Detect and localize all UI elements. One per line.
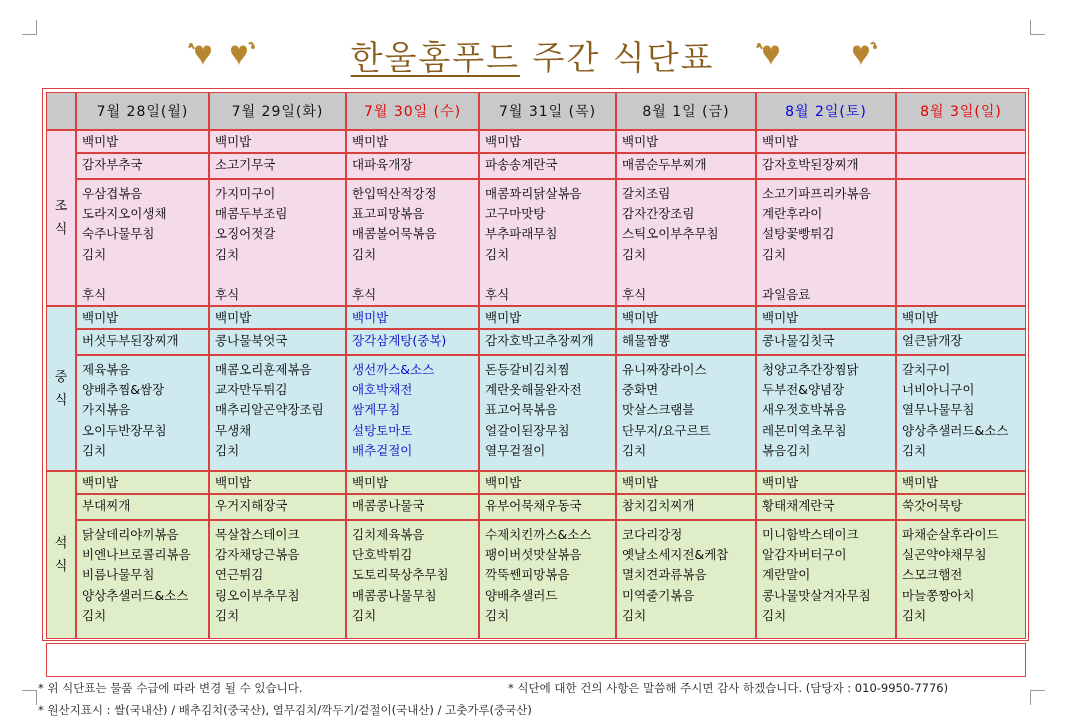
side-dish-item: 미역줄기볶음 — [622, 587, 695, 603]
soup-cell: 파송송계란국 — [479, 153, 616, 179]
side-dish-item: 김치 — [622, 607, 647, 623]
side-dishes-cell — [479, 355, 616, 471]
page-title — [0, 32, 1065, 79]
side-dish-item: 김치 — [215, 246, 240, 262]
heart-icon — [845, 40, 883, 72]
side-dish-item: 김치 — [82, 442, 107, 458]
meal-label — [46, 306, 76, 471]
side-dish-item: 과일음료 — [762, 286, 811, 302]
side-dishes-cell — [896, 179, 1026, 306]
day-header: 8월 2일(토) — [756, 92, 896, 130]
soup-cell: 콩나물김칫국 — [756, 329, 896, 355]
soup-cell: 우거지해장국 — [209, 494, 346, 520]
side-dish-item: 갈치구이 — [902, 362, 951, 377]
soup-cell: 감자호박된장찌개 — [756, 153, 896, 179]
soup-cell: 버섯두부된장찌개 — [76, 329, 209, 355]
rice-cell: 백미밥 — [479, 130, 616, 153]
side-dish-item: 단호박튀김 — [352, 547, 413, 563]
side-dish-item: 오이두반장무침 — [82, 422, 167, 438]
side-dish-item: 배추겉절이 — [352, 442, 413, 458]
rice-cell: 백미밥 — [756, 306, 896, 329]
soup-cell: 부대찌개 — [76, 494, 209, 520]
meal-label-char: 식 — [54, 222, 68, 237]
side-dish-item: 코다리강정 — [622, 527, 683, 542]
soup-cell: 참치김치찌개 — [616, 494, 756, 520]
note-supply: * 위 식단표는 물품 수급에 따라 변경 될 수 있습니다. — [38, 681, 303, 695]
side-dishes-cell — [76, 355, 209, 471]
soup-cell: 황태채계란국 — [756, 494, 896, 520]
side-dishes-cell — [616, 520, 756, 639]
title-rest: 주간 식단표 — [532, 38, 715, 77]
side-dish-item: 김치 — [485, 246, 510, 262]
side-dishes-cell — [209, 355, 346, 471]
side-dish-item: 돈등갈비김치찜 — [485, 362, 570, 377]
side-dish-item: 애호박채전 — [352, 382, 413, 398]
rice-cell: 백미밥 — [76, 306, 209, 329]
corner-mark-bottom-right — [1030, 690, 1045, 705]
side-dish-item: 김치제육볶음 — [352, 527, 425, 542]
side-dish-item: 두부전&양념장 — [762, 382, 845, 398]
side-dish-item: 한입떡산적강정 — [352, 186, 437, 201]
rice-cell: 백미밥 — [209, 471, 346, 494]
side-dishes-cell — [209, 520, 346, 639]
day-header: 7월 28일(월) — [76, 92, 209, 130]
side-dish-item: 미니함박스테이크 — [762, 527, 859, 542]
side-dish-item: 링오이부추무침 — [215, 587, 300, 603]
title-company: 한울홈푸드 — [350, 38, 520, 77]
day-header: 7월 31일 (목) — [479, 92, 616, 130]
rice-cell: 백미밥 — [479, 471, 616, 494]
side-dish-item: 가지볶음 — [82, 402, 131, 418]
meal-label-char: 중 — [54, 369, 68, 385]
soup-cell — [896, 153, 1026, 179]
side-dish-item: 김치 — [622, 246, 647, 262]
day-header: 8월 3일(일) — [896, 92, 1026, 130]
side-dish-item: 매콤꽈리닭살볶음 — [485, 186, 582, 201]
meal-label-char: 식 — [54, 392, 68, 408]
side-dish-item: 김치 — [902, 607, 927, 623]
side-dish-item: 매콤콩나물무침 — [352, 587, 437, 603]
side-dish-item: 갈치조림 — [622, 186, 671, 201]
side-dishes-cell — [479, 520, 616, 639]
rice-cell: 백미밥 — [616, 306, 756, 329]
side-dishes-cell — [346, 355, 479, 471]
side-dish-item: 중화면 — [622, 382, 659, 398]
side-dish-item: 후식 — [215, 286, 240, 302]
rice-cell: 백미밥 — [756, 471, 896, 494]
meal-label-text — [55, 366, 68, 412]
side-dish-item: 수제치킨까스&소스 — [485, 527, 592, 542]
side-dishes-cell — [346, 520, 479, 639]
side-dish-item: 김치 — [82, 246, 107, 262]
side-dish-item: 실곤약야채무침 — [902, 547, 987, 563]
side-dish-item: 비엔나브로콜리볶음 — [82, 547, 191, 563]
rice-cell: 백미밥 — [209, 130, 346, 153]
rice-cell: 백미밥 — [209, 306, 346, 329]
side-dish-item: 계란후라이 — [762, 206, 823, 222]
soup-cell: 소고기무국 — [209, 153, 346, 179]
side-dishes-cell — [896, 520, 1026, 639]
side-dish-item: 김치 — [762, 607, 787, 623]
side-dish-item — [622, 265, 755, 285]
soup-cell: 얼큰닭개장 — [896, 329, 1026, 355]
side-dish-item: 고구마맛탕 — [485, 206, 546, 222]
corner-mark-bottom-left — [22, 690, 37, 705]
side-dish-item: 파채순살후라이드 — [902, 527, 999, 542]
side-dish-item: 가지미구이 — [215, 186, 276, 201]
rice-cell: 백미밥 — [756, 130, 896, 153]
side-dishes-cell — [479, 179, 616, 306]
side-dish-item: 후식 — [622, 286, 647, 302]
side-dish-item: 오징어젓갈 — [215, 226, 276, 242]
side-dish-item: 유니짜장라이스 — [622, 362, 707, 377]
rice-cell: 백미밥 — [616, 130, 756, 153]
side-dishes-cell — [76, 520, 209, 639]
side-dishes-cell — [896, 355, 1026, 471]
side-dish-item: 숙주나물무침 — [82, 226, 155, 242]
side-dish-item: 청양고추간장찜닭 — [762, 362, 859, 377]
side-dishes-cell — [756, 355, 896, 471]
side-dishes-cell — [616, 179, 756, 306]
side-dish-item: 김치 — [82, 607, 107, 623]
side-dish-item: 계란옷해물완자전 — [485, 382, 582, 398]
rice-cell: 백미밥 — [346, 130, 479, 153]
side-dish-item: 후식 — [485, 286, 510, 302]
side-dish-item — [352, 265, 478, 285]
side-dish-item: 쌈게무침 — [352, 402, 401, 418]
side-dish-item — [82, 265, 208, 285]
side-dish-item: 설탕토마토 — [352, 422, 413, 438]
side-dishes-cell — [756, 520, 896, 639]
meal-label-char: 석 — [54, 536, 68, 551]
side-dish-item: 비름나물무침 — [82, 567, 155, 583]
side-dish-item: 교자만두튀김 — [215, 382, 288, 398]
side-dish-item: 너비아니구이 — [902, 382, 975, 398]
side-dish-item — [215, 265, 345, 285]
side-dishes-cell — [616, 355, 756, 471]
header-corner — [46, 92, 76, 130]
side-dish-item: 얼갈이된장무침 — [485, 422, 570, 438]
rice-cell: 백미밥 — [896, 471, 1026, 494]
side-dish-item: 매콤오리훈제볶음 — [215, 362, 312, 377]
side-dishes-cell — [756, 179, 896, 306]
side-dish-item: 단무지/요구르트 — [622, 422, 711, 438]
side-dish-item: 스틱오이부추무침 — [622, 226, 719, 242]
side-dish-item: 감자채당근볶음 — [215, 547, 300, 563]
side-dish-item: 후식 — [82, 286, 107, 302]
meal-label-char: 식 — [54, 559, 68, 574]
rice-cell: 백미밥 — [76, 130, 209, 153]
side-dish-item: 김치 — [352, 246, 377, 262]
soup-cell: 감자호박고추장찌개 — [479, 329, 616, 355]
side-dish-item: 열무나물무침 — [902, 402, 975, 418]
side-dish-item: 맛살스크램블 — [622, 402, 695, 418]
side-dish-item: 볶음김치 — [762, 442, 811, 458]
heart-icon — [755, 40, 793, 72]
side-dish-item: 스모크햄전 — [902, 567, 963, 583]
note-feedback: * 식단에 대한 건의 사항은 말씀해 주시면 감사 하겠습니다. (담당자 : 010-9950-7776) — [508, 681, 949, 695]
side-dish-item: 김치 — [762, 246, 787, 262]
meal-label — [46, 471, 76, 639]
side-dish-item — [762, 265, 895, 285]
soup-cell: 감자부추국 — [76, 153, 209, 179]
meal-label-text — [55, 195, 68, 241]
side-dish-item: 옛날소세지전&케찹 — [622, 547, 729, 563]
side-dish-item: 양배추샐러드 — [485, 587, 558, 603]
rice-cell: 백미밥 — [616, 471, 756, 494]
side-dish-item: 우삼겹볶음 — [82, 186, 143, 201]
side-dish-item: 매콤두부조림 — [215, 206, 288, 222]
side-dish-item: 열무겉절이 — [485, 442, 546, 458]
side-dish-item: 김치 — [352, 607, 377, 623]
side-dishes-cell — [209, 179, 346, 306]
side-dish-item: 매추리알곤약장조림 — [215, 402, 324, 418]
soup-cell: 대파육개장 — [346, 153, 479, 179]
side-dish-item: 설탕꽃빵튀김 — [762, 226, 835, 242]
side-dish-item: 제육볶음 — [82, 362, 131, 377]
memo-box — [46, 643, 1026, 677]
side-dish-item: 도토리묵상추무침 — [352, 567, 449, 583]
meal-label-char: 조 — [54, 199, 68, 214]
side-dish-item: 김치 — [215, 607, 240, 623]
side-dish-item: 마늘쫑짱아치 — [902, 587, 975, 603]
side-dish-item: 표고피망볶음 — [352, 206, 425, 222]
side-dish-item: 김치 — [902, 442, 927, 458]
rice-cell: 백미밥 — [346, 471, 479, 494]
day-header: 7월 30일 (수) — [346, 92, 479, 130]
side-dish-item: 김치 — [485, 607, 510, 623]
day-header: 7월 29일(화) — [209, 92, 346, 130]
side-dish-item: 생선까스&소스 — [352, 362, 435, 377]
side-dish-item: 김치 — [215, 442, 240, 458]
side-dish-item: 새우젓호박볶음 — [762, 402, 847, 418]
meal-label-text — [55, 532, 68, 578]
rice-cell: 백미밥 — [346, 306, 479, 329]
side-dishes-cell — [76, 179, 209, 306]
side-dish-item: 후식 — [352, 286, 377, 302]
soup-cell: 유부어묵채우동국 — [479, 494, 616, 520]
rice-cell: 백미밥 — [896, 306, 1026, 329]
rice-cell: 백미밥 — [76, 471, 209, 494]
side-dish-item: 김치 — [622, 442, 647, 458]
side-dish-item — [485, 265, 615, 285]
side-dishes-cell — [346, 179, 479, 306]
side-dish-item: 양배추찜&쌈장 — [82, 382, 165, 398]
rice-cell — [896, 130, 1026, 153]
side-dish-item: 팽이버섯맛살볶음 — [485, 547, 582, 563]
side-dish-item: 레몬미역초무침 — [762, 422, 847, 438]
side-dish-item: 도라지오이생채 — [82, 206, 167, 222]
soup-cell: 매콤콩나물국 — [346, 494, 479, 520]
soup-cell: 쑥갓어묵탕 — [896, 494, 1026, 520]
meal-label — [46, 130, 76, 306]
side-dish-item: 계란말이 — [762, 567, 811, 583]
side-dish-item: 닭살데리야끼볶음 — [82, 527, 179, 542]
side-dish-item: 깍뚝쎈피망볶음 — [485, 567, 570, 583]
soup-cell: 장각삼계탕(중복) — [346, 329, 479, 355]
side-dish-item: 무생채 — [215, 422, 252, 438]
side-dish-item: 목살찹스테이크 — [215, 527, 300, 542]
note-origin: * 원산지표시 : 쌀(국내산) / 배추김치(중국산), 열무김치/깍두기/겉절이(국내산) / 고춧가루(중국산) — [38, 703, 532, 717]
side-dish-item: 콩나물맛살겨자무침 — [762, 587, 871, 603]
side-dish-item: 소고기파프리카볶음 — [762, 186, 871, 201]
soup-cell: 콩나물북엇국 — [209, 329, 346, 355]
rice-cell: 백미밥 — [479, 306, 616, 329]
soup-cell: 해물짬뽕 — [616, 329, 756, 355]
side-dish-item: 부추파래무침 — [485, 226, 558, 242]
soup-cell: 매콤순두부찌개 — [616, 153, 756, 179]
side-dish-item: 표고어묵볶음 — [485, 402, 558, 418]
side-dish-item: 양상추샐러드&소스 — [82, 587, 189, 603]
side-dish-item: 알감자버터구이 — [762, 547, 847, 563]
menu-table — [46, 92, 1026, 639]
day-header: 8월 1일 (금) — [616, 92, 756, 130]
side-dish-item: 양상추샐러드&소스 — [902, 422, 1009, 438]
side-dish-item: 연근튀김 — [215, 567, 264, 583]
side-dish-item: 멸치견과류볶음 — [622, 567, 707, 583]
side-dish-item: 감자간장조림 — [622, 206, 695, 222]
side-dish-item: 매콤볼어묵볶음 — [352, 226, 437, 242]
title-row — [0, 28, 1065, 80]
